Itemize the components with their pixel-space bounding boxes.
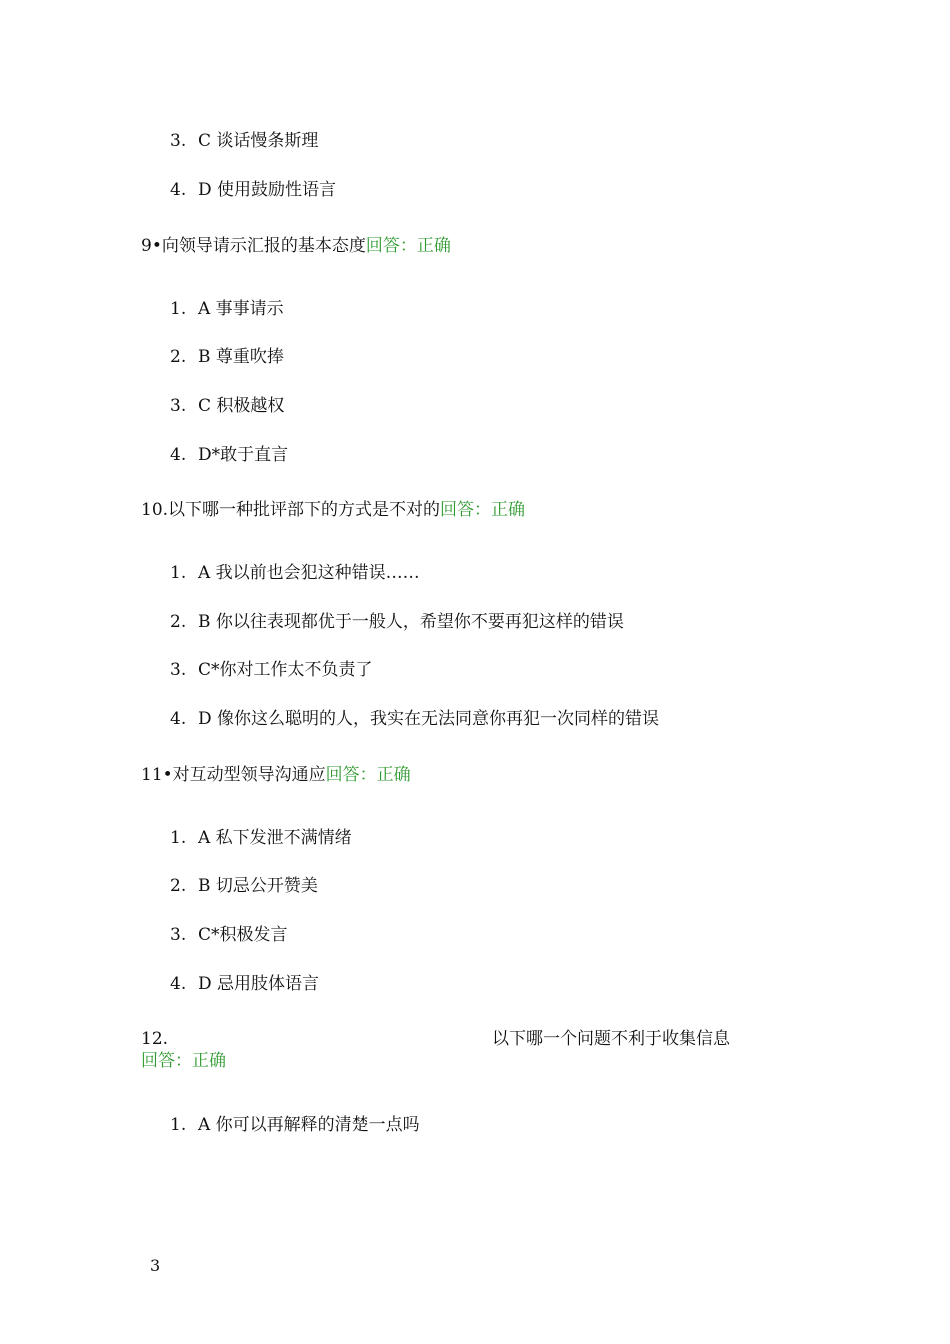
option-number: 4.: [170, 445, 187, 465]
question-12-number: 12.: [141, 1029, 169, 1049]
option-11-4: [170, 973, 319, 995]
question-number: 9•: [141, 236, 162, 256]
option-number: 2.: [170, 612, 187, 632]
question-10: [141, 499, 525, 521]
option-12-1: [170, 1114, 420, 1136]
option-number: 4.: [170, 709, 187, 729]
option-11-3: [170, 924, 288, 946]
option-9-1: [170, 298, 284, 320]
option-number: 2.: [170, 347, 187, 367]
question-12-text: 以下哪一个问题不利于收集信息: [492, 1029, 730, 1049]
answer-status: 回答：正确: [325, 765, 411, 785]
option-9-4: [170, 444, 288, 466]
option-text: A 你可以再解释的清楚一点吗: [198, 1115, 420, 1135]
option-text: B 尊重吹捧: [198, 347, 284, 367]
option-number: 3.: [170, 925, 187, 945]
option-9-3: [170, 395, 284, 417]
answer-status: 回答：正确: [141, 1051, 226, 1071]
option-number: 3.: [170, 396, 187, 416]
option-number: 3.: [170, 660, 187, 680]
question-text: 以下哪一种批评部下的方式是不对的: [168, 500, 441, 520]
question-text: 对互动型领导沟通应: [172, 765, 326, 785]
option-text: D 忌用肢体语言: [198, 974, 320, 994]
question-11: [141, 764, 411, 786]
option-10-1: [170, 562, 420, 584]
option-text: B 你以往表现都优于一般人，希望你不要再犯这样的错误: [198, 612, 624, 632]
question-number: 11•: [141, 765, 173, 785]
option-text: A 事事请示: [198, 299, 284, 319]
option-number: 3.: [170, 131, 187, 151]
option-11-2: [170, 875, 318, 897]
option-text: A 我以前也会犯这种错误……: [198, 563, 420, 583]
option-text: B 切忌公开赞美: [198, 876, 318, 896]
option-10-4: [170, 708, 659, 730]
option-text: C 积极越权: [198, 396, 285, 416]
option-text: C*积极发言: [198, 925, 288, 945]
option-text: C 谈话慢条斯理: [198, 131, 319, 151]
option-number: 2.: [170, 876, 187, 896]
option-number: 4.: [170, 974, 187, 994]
question-9: [141, 235, 451, 257]
option-number: 1.: [170, 828, 187, 848]
option-text: D*敢于直言: [198, 445, 289, 465]
option-number: 4.: [170, 180, 187, 200]
option-number: 1.: [170, 563, 187, 583]
option-text: A 私下发泄不满情绪: [198, 828, 352, 848]
option-10-2: [170, 611, 624, 633]
option-text: D 像你这么聪明的人，我实在无法同意你再犯一次同样的错误: [198, 709, 660, 729]
answer-status: 回答：正确: [440, 500, 526, 520]
option-number: 1.: [170, 299, 187, 319]
option-number: 1.: [170, 1115, 187, 1135]
question-number: 10.: [141, 500, 169, 520]
option-9-2: [170, 346, 284, 368]
option-8-4: [170, 179, 336, 201]
question-text: 向领导请示汇报的基本态度: [161, 236, 366, 256]
option-text: C*你对工作太不负责了: [198, 660, 373, 680]
option-text: D 使用鼓励性语言: [198, 180, 337, 200]
answer-status: 回答：正确: [365, 236, 451, 256]
page-number: 3: [150, 1256, 161, 1275]
option-10-3: [170, 659, 373, 681]
option-11-1: [170, 827, 352, 849]
option-8-3: [170, 130, 318, 152]
